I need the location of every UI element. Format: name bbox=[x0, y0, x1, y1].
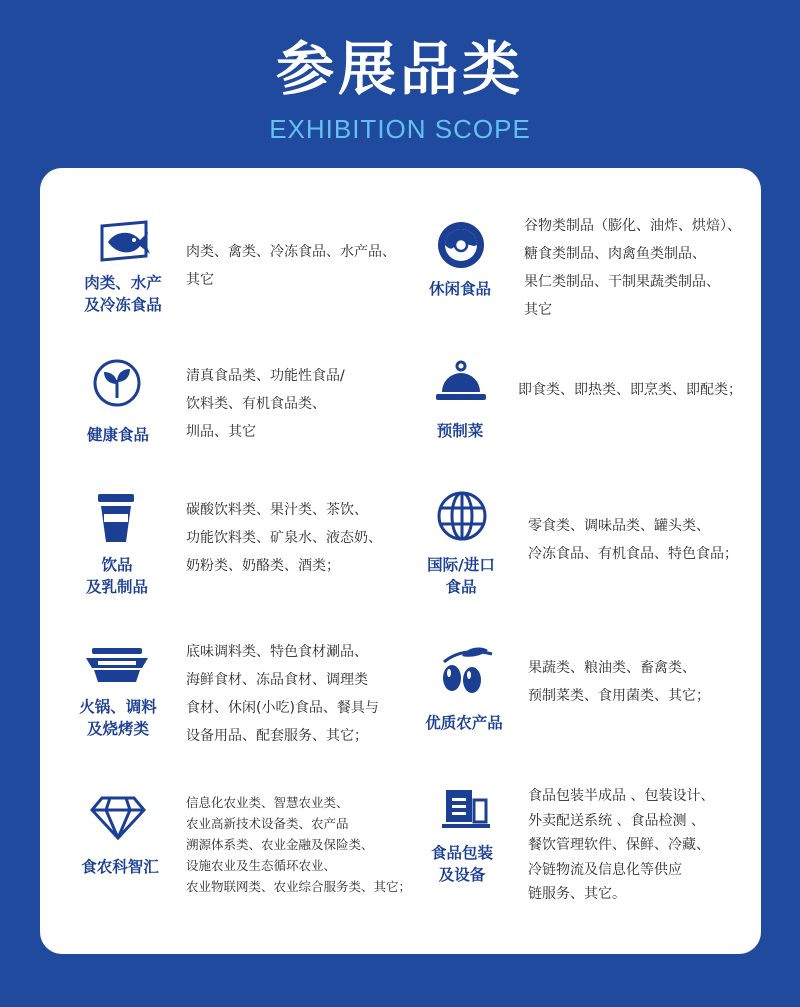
cup-icon bbox=[94, 490, 138, 546]
olive-icon bbox=[438, 644, 494, 700]
category-label-health: 健康食品 bbox=[86, 426, 149, 444]
donut-icon bbox=[436, 220, 486, 270]
hotpot-icon bbox=[84, 644, 150, 686]
cloche-icon bbox=[434, 360, 488, 404]
category-label-import: 国际/进口 食品 bbox=[427, 556, 495, 596]
category-desc-packaging: 食品包装半成品 、包装设计、 外卖配送系统 、食品检测 、 餐饮管理软件、保鲜、冷藏、 冷链物流及信息化等供应 链服务、其它。 bbox=[528, 788, 715, 902]
diamond-icon bbox=[90, 794, 146, 840]
category-label-snack: 休闲食品 bbox=[428, 280, 491, 298]
category-label-prepared: 预制菜 bbox=[436, 422, 484, 440]
category-desc-prepared: 即食类、即热类、即烹类、即配类； bbox=[518, 382, 742, 398]
category-label-meat: 肉类、水产 及冷冻食品 bbox=[84, 274, 162, 314]
category-desc-hotpot: 底味调料类、特色食材涮品、 海鲜食材、冻品食材、调理类 食材、休闲(小吃)食品、餐具与 设备用品、配套服务、其它； bbox=[186, 644, 379, 744]
category-desc-health: 清真食品类、功能性食品/ 饮料类、有机食品类、 圳品、其它 bbox=[186, 368, 345, 440]
package-icon bbox=[442, 788, 490, 830]
category-label-hotpot: 火锅、调料 及烧烤类 bbox=[79, 698, 157, 738]
category-desc-drinks: 碳酸饮料类、果汁类、茶饮、 功能饮料类、矿泉水、液态奶、 奶粉类、奶酪类、酒类； bbox=[186, 502, 382, 574]
category-label-packaging: 食品包装 及设备 bbox=[430, 844, 493, 884]
category-desc-snack: 谷物类制品（膨化、油炸、烘焙）、 糖食类制品、肉禽鱼类制品、 果仁类制品、干制果蔬类制品、 其它 bbox=[524, 218, 741, 318]
category-label-agri: 优质农产品 bbox=[425, 714, 503, 732]
category-card bbox=[40, 168, 761, 954]
category-desc-meat: 肉类、禽类、冷冻食品、水产品、 其它 bbox=[186, 244, 396, 288]
page-title: 参展品类 bbox=[275, 35, 524, 103]
globe-icon bbox=[436, 490, 488, 542]
category-desc-agritech: 信息化农业类、智慧农业类、 农业高新技术设备类、农产品 溯源体系类、农业金融及保险类、 设施农业及生态循环农业、 农业物联网类、农业综合服务类、其它； bbox=[186, 795, 412, 894]
category-label-drinks: 饮品 及乳制品 bbox=[85, 556, 148, 596]
category-desc-agri: 果蔬类、粮油类、畜禽类、 预制菜类、食用菌类、其它； bbox=[528, 660, 710, 704]
leaf-icon bbox=[92, 358, 142, 408]
page-subtitle: EXHIBITION SCOPE bbox=[269, 114, 531, 144]
category-label-agritech: 食农科智汇 bbox=[81, 858, 159, 876]
category-desc-import: 零食类、调味品类、罐头类、 冷冻食品、有机食品、特色食品； bbox=[528, 518, 738, 562]
fish-icon bbox=[96, 218, 152, 264]
